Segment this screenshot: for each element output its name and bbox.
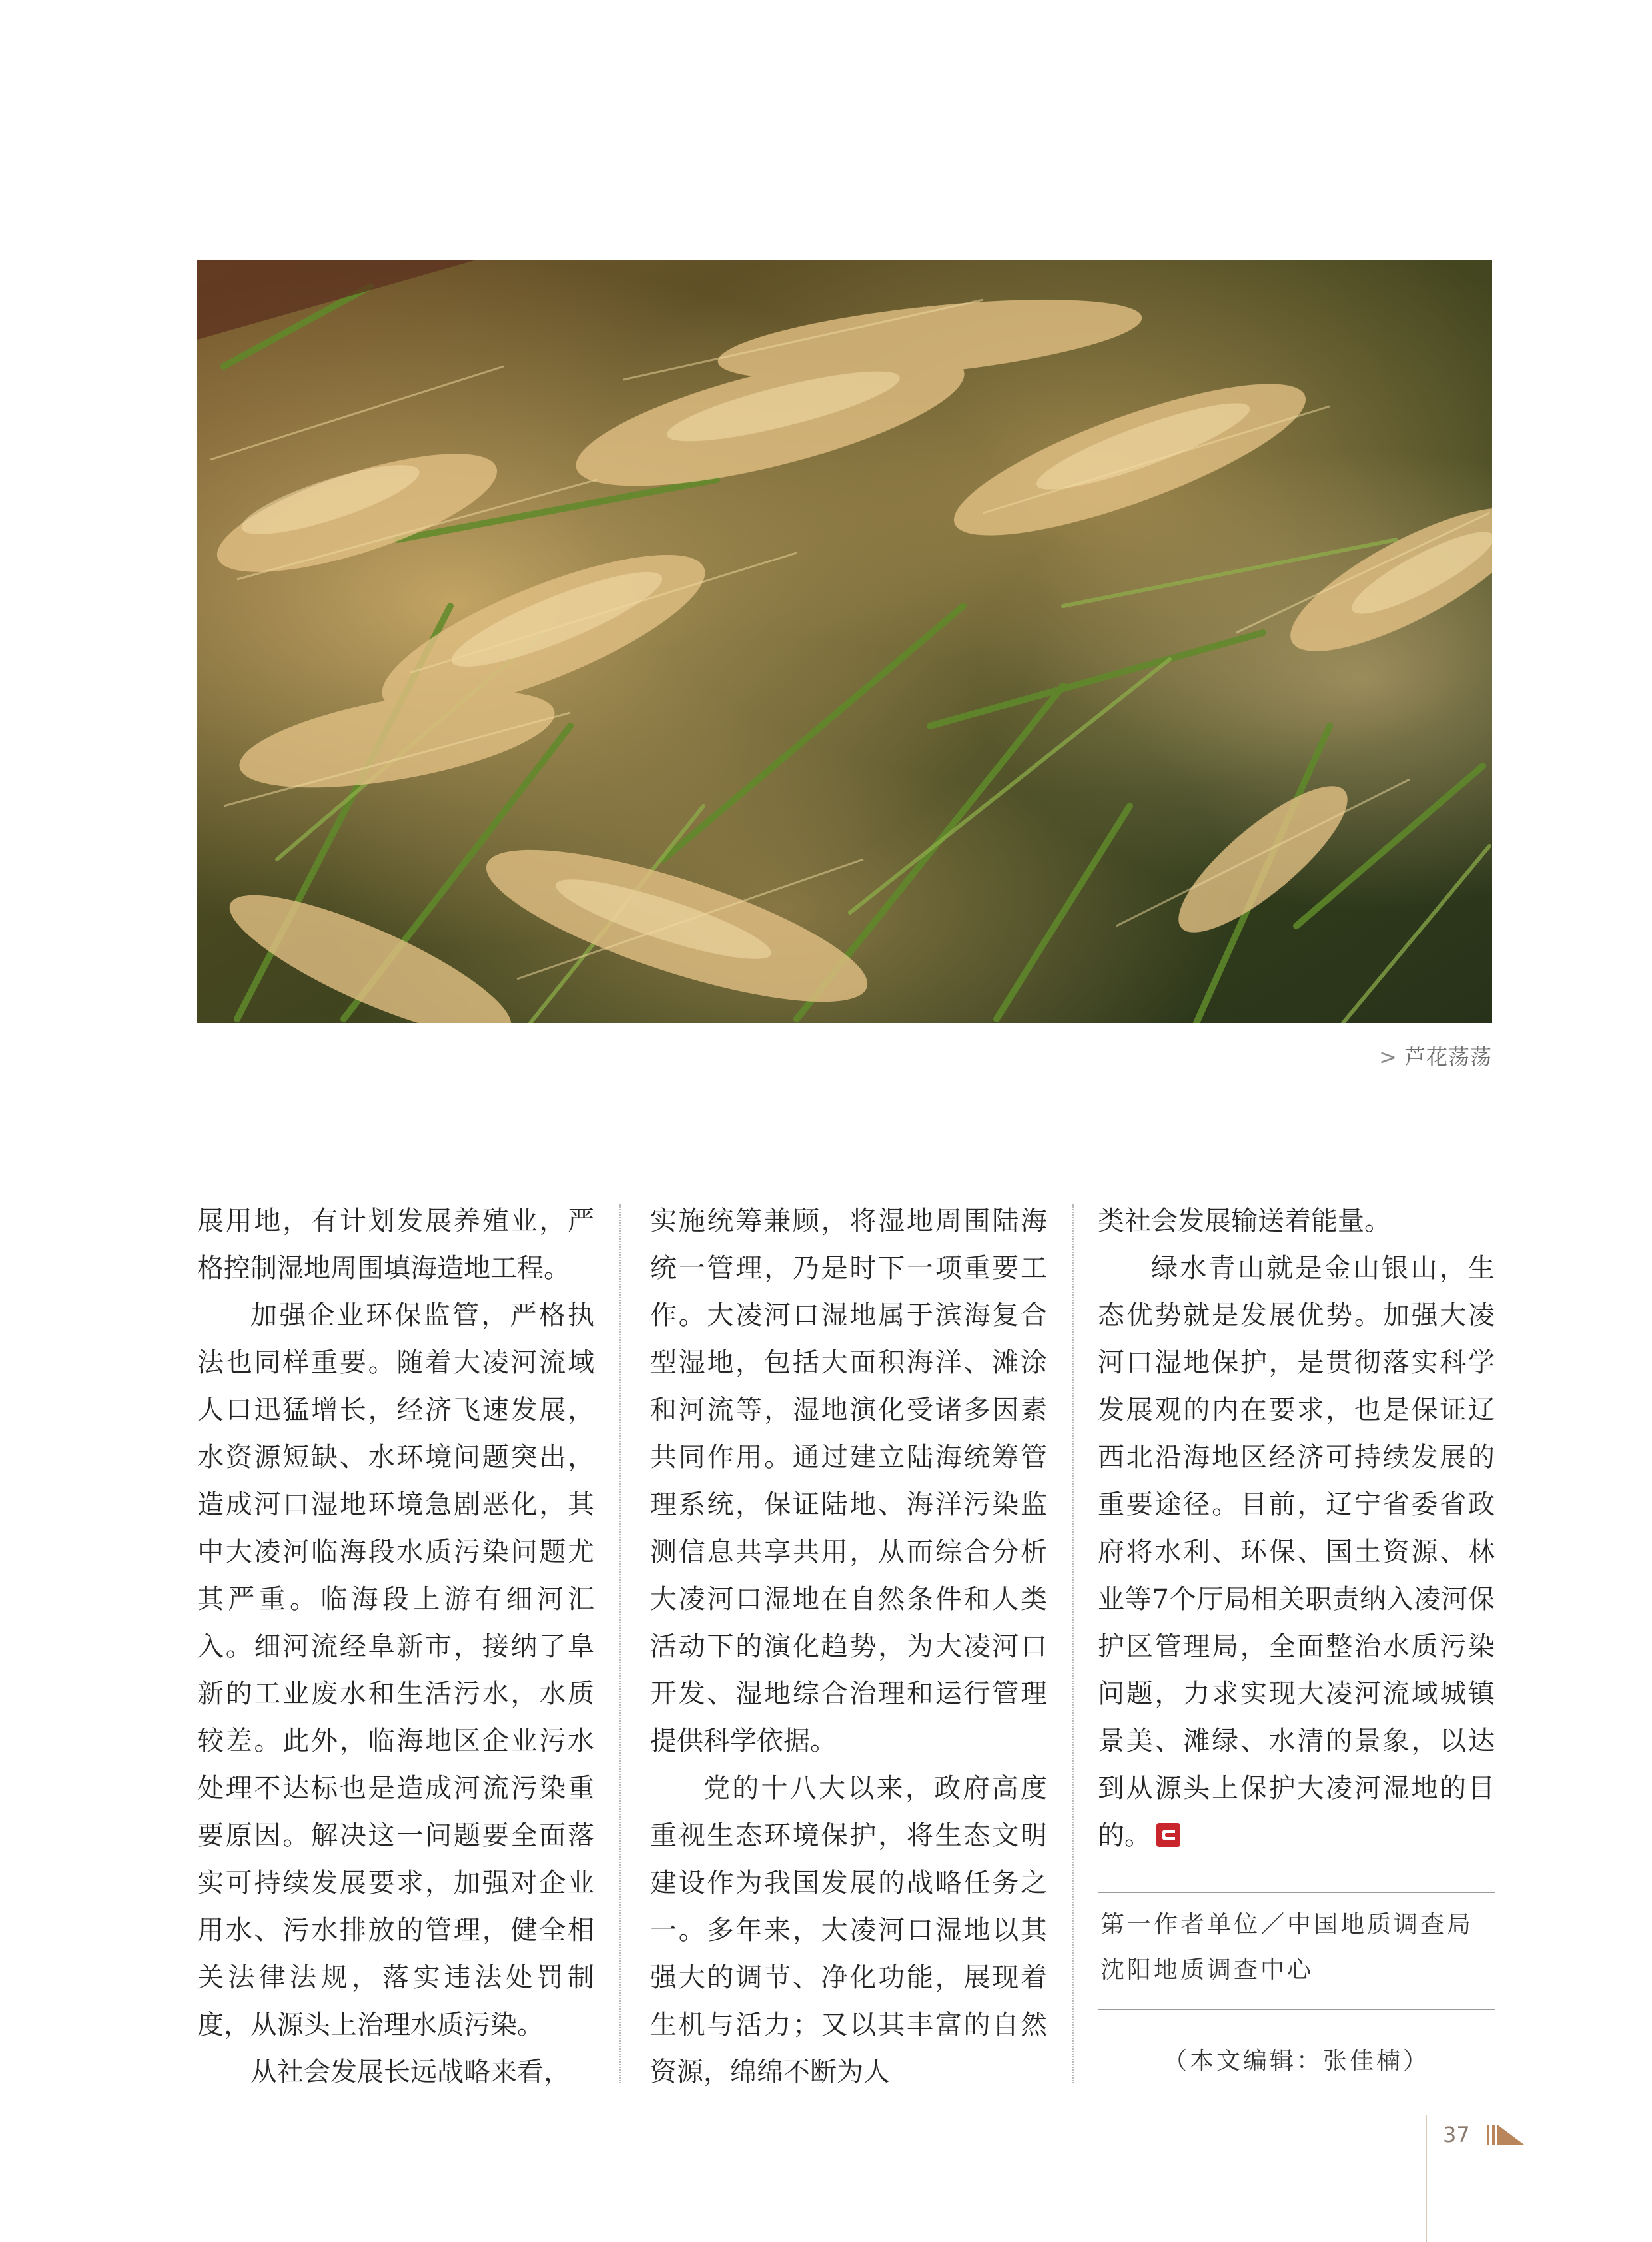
- paragraph-text: 绿水青山就是金山银山，生态优势就是发展优势。加强大凌河口湿地保护，是贯彻落实科学发展观的内在要求，也是保证辽西北沿海地区经济可持续发展的重要途径。目前，辽宁省委省政府将水利、环保、国土资源、林业等7个厅局相关职责纳入凌河保护区管理局，全面整治水质污染问题，力求实现大凌河流域城镇景美、滩绿、水清的景象，以达到从源头上保护大凌河湿地的目的。: [1098, 1253, 1495, 1851]
- author-rule-bottom: [1098, 2009, 1495, 2010]
- column-divider-2: [1072, 1204, 1074, 2083]
- caption-text: 芦花荡荡: [1404, 1044, 1492, 1070]
- author-affiliation: [1100, 1902, 1497, 1993]
- column-divider-1: [620, 1204, 621, 2083]
- photo-caption: [1379, 1040, 1492, 1071]
- page-number: 37: [1443, 2122, 1470, 2147]
- paragraph: 实施统筹兼顾，将湿地周围陆海统一管理，乃是时下一项重要工作。大凌河口湿地属于滨海复合型湿地，包括大面积海洋、滩涂和河流等，湿地演化受诸多因素共同作用。通过建立陆海统筹管理系统，保证陆地、海洋污染监测信息共享共用，从而综合分析大凌河口湿地在自然条件和人类活动下的演化趋势，为大凌河口开发、湿地综合治理和运行管理提供科学依据。: [650, 1206, 1047, 1756]
- paragraph-last: [1098, 1245, 1495, 1860]
- text-column-3: [1098, 1198, 1495, 1860]
- caption-chevron-icon: >: [1379, 1044, 1398, 1070]
- page-number-divider: [1426, 2115, 1427, 2242]
- paragraph: 加强企业环保监管，严格执法也同样重要。随着大凌河流域人口迅猛增长，经济飞速发展，水资源短缺、水环境问题突出，造成河口湿地环境急剧恶化，其中大凌河临海段水质污染问题尤其严重。临海段上游有细河汇入。细河流经阜新市，接纳了阜新的工业废水和生活污水，水质较差。此外，临海地区企业污水处理不达标也是造成河流污染重要原因。解决这一问题要全面落实可持续发展要求，加强对企业用水、污水排放的管理，健全相关法律法规，落实违法处罚制度，从源头上治理水质污染。: [197, 1300, 594, 2040]
- paragraph: 展用地，有计划发展养殖业，严格控制湿地周围填海造地工程。: [197, 1206, 594, 1284]
- paragraph: 党的十八大以来，政府高度重视生态环境保护，将生态文明建设作为我国发展的战略任务之一。多年来，大凌河口湿地以其强大的调节、净化功能，展现着生机与活力；又以其丰富的自然资源，绵绵不断为人: [650, 1773, 1047, 2087]
- author-affiliation-line-2: 沈阳地质调查中心: [1100, 1956, 1314, 1984]
- paragraph: 从社会发展长远战略来看，: [250, 2057, 570, 2087]
- author-rule-top: [1098, 1892, 1495, 1893]
- editor-credit: （本文编辑：张佳楠）: [1162, 2048, 1430, 2075]
- text-column-2: [650, 1198, 1047, 2096]
- page-corner-mark-icon: [1485, 2122, 1525, 2146]
- reed-photo-illustration: [197, 260, 1492, 1023]
- reed-photo: [197, 260, 1492, 1023]
- end-of-article-icon: [1155, 1822, 1182, 1848]
- paragraph: 类社会发展输送着能量。: [1098, 1206, 1391, 1236]
- author-affiliation-line-1: 第一作者单位／中国地质调查局: [1100, 1911, 1474, 1938]
- text-column-1: [197, 1198, 594, 2096]
